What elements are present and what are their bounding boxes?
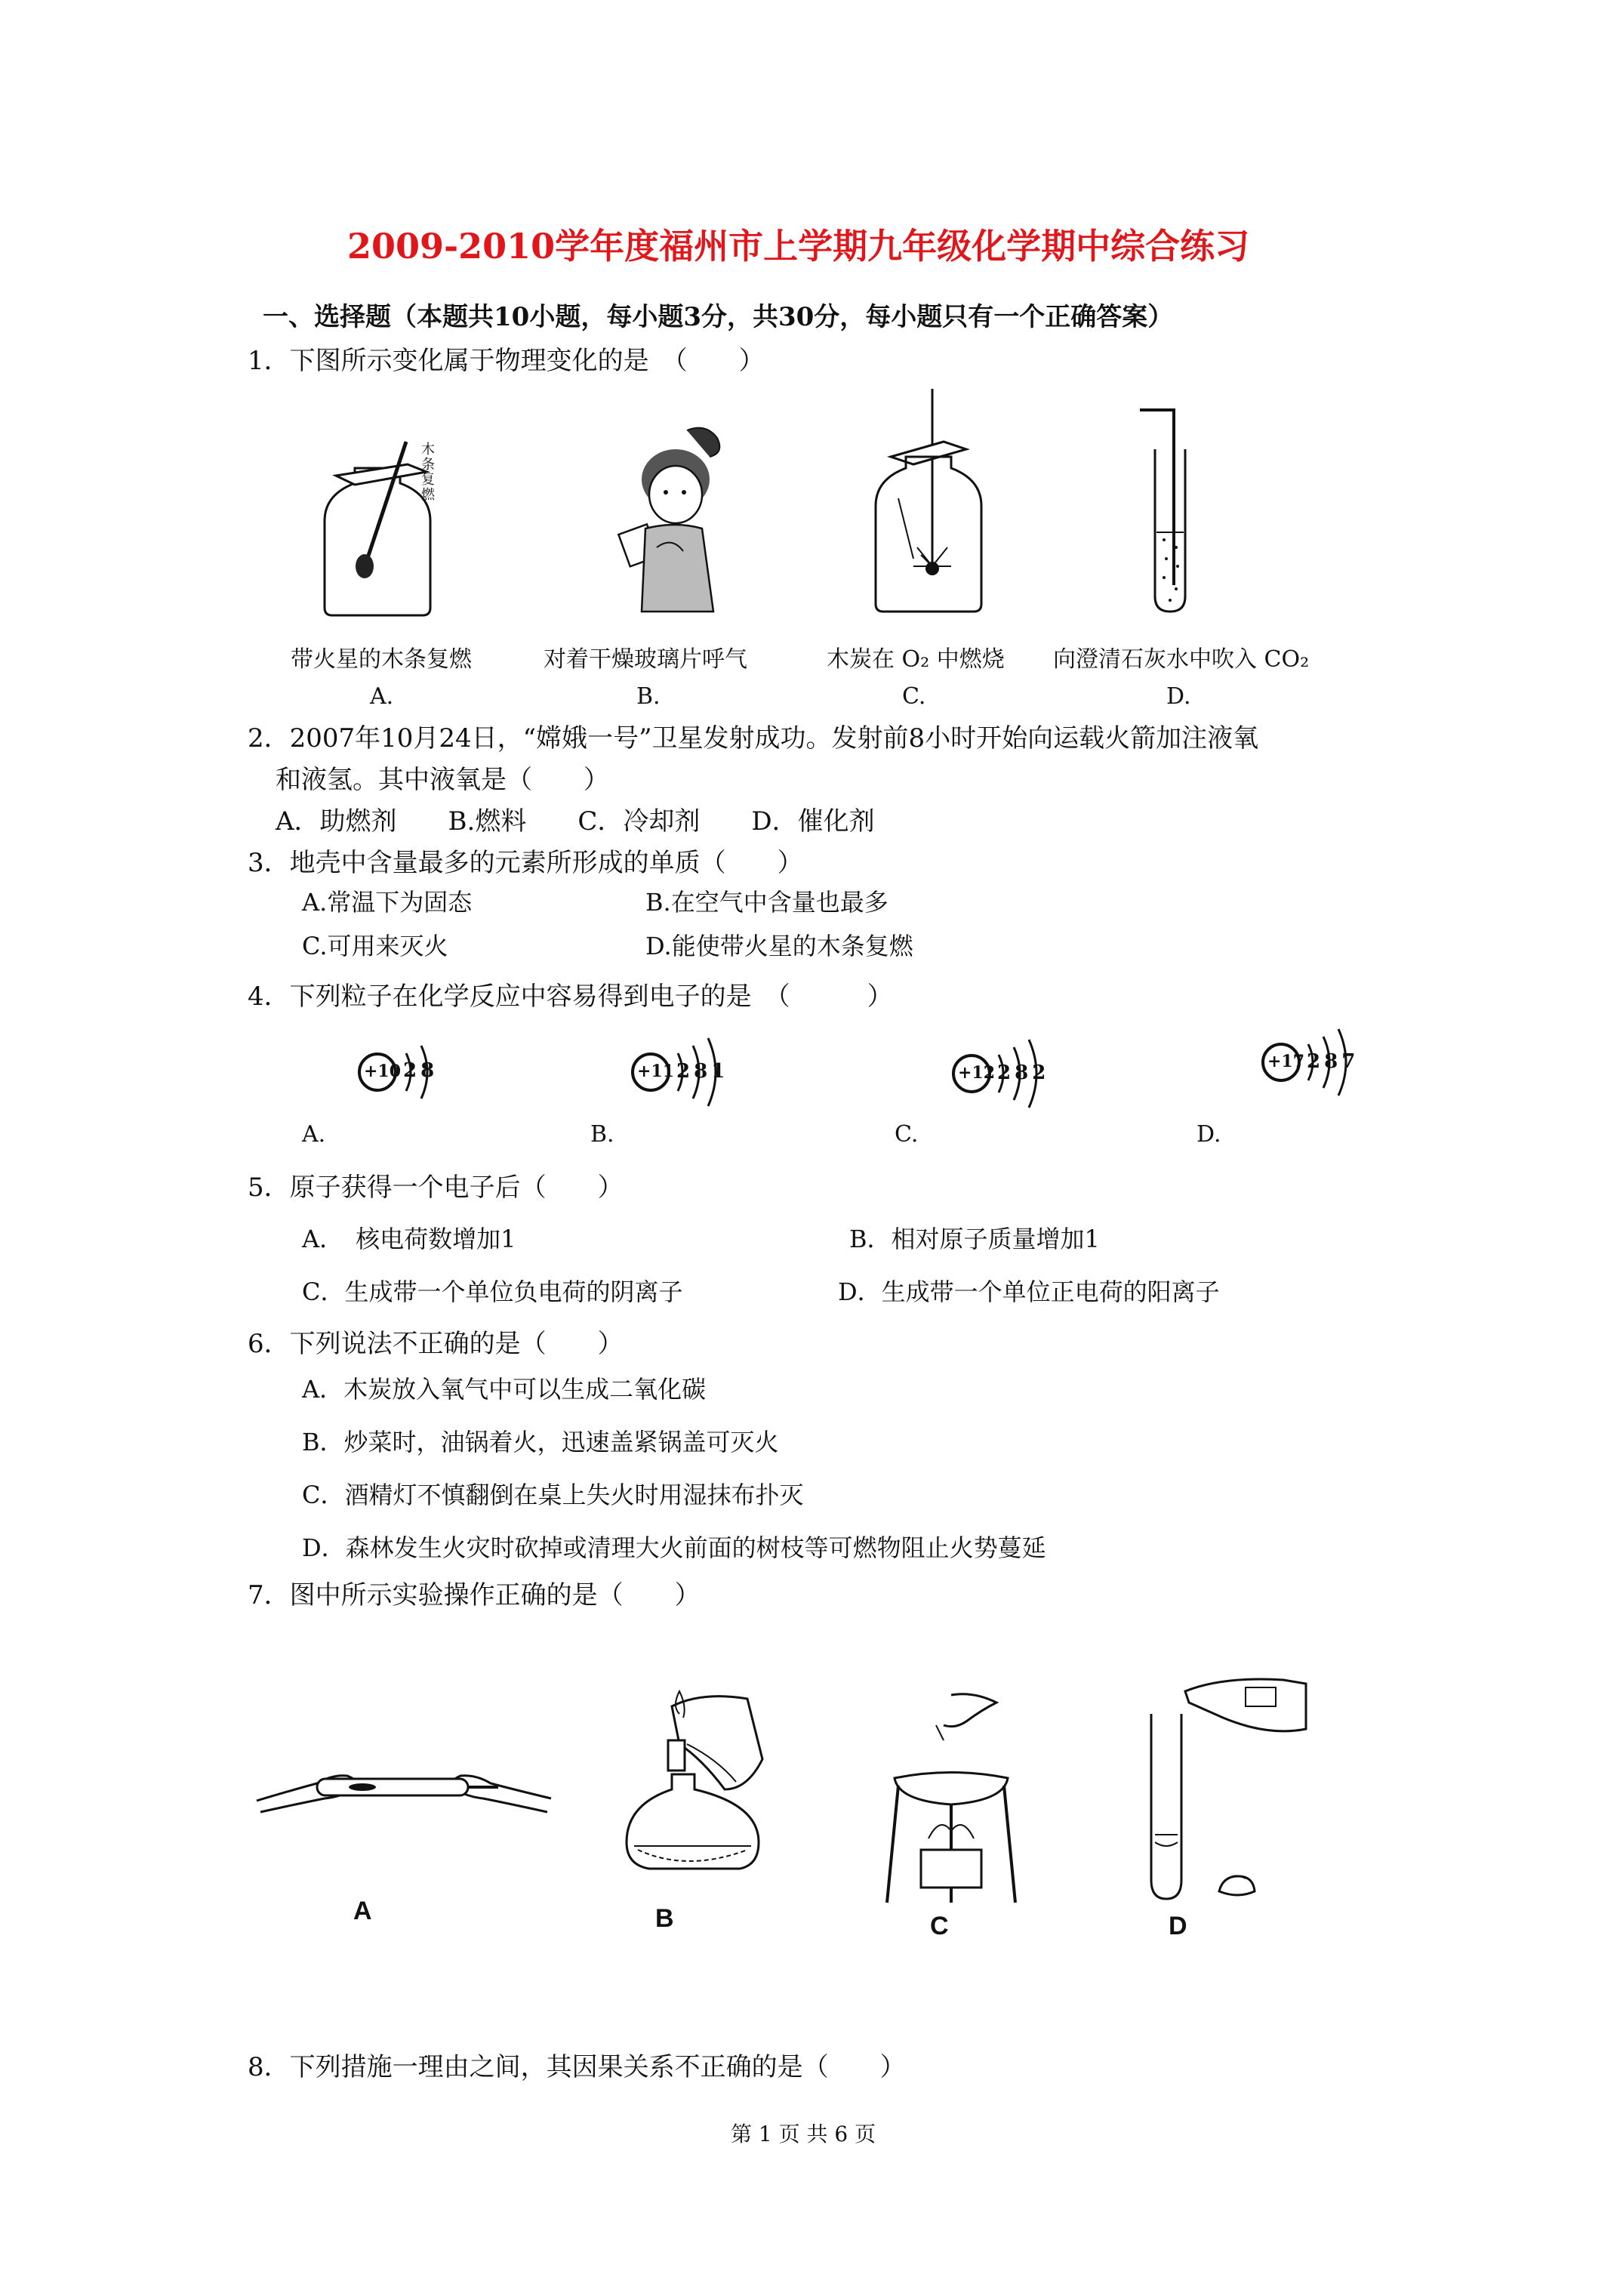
girl-breathing-figure bbox=[611, 423, 747, 615]
question-6-option-a: A．木炭放入氧气中可以生成二氧化碳 bbox=[302, 1375, 707, 1404]
nucleus-charge: +12 bbox=[958, 1063, 996, 1083]
q7-label-d: D bbox=[1169, 1912, 1187, 1940]
caption-c: 木炭在 O₂ 中燃烧 bbox=[827, 646, 1005, 673]
question-5-option-b: B．相对原子质量增加1 bbox=[849, 1225, 1100, 1253]
lab-figure-evaporation bbox=[883, 1687, 1019, 1914]
page-title: 2009-2010学年度福州市上学期九年级化学期中综合练习 bbox=[347, 226, 1250, 267]
question-5-option-d: D．生成带一个单位正电荷的阳离子 bbox=[838, 1277, 1220, 1306]
atom-diagram-c bbox=[947, 1031, 1091, 1121]
nucleus-charge: +17 bbox=[1267, 1052, 1305, 1071]
question-6-option-c: C．酒精灯不慎翻倒在桌上失火时用湿抹布扑灭 bbox=[302, 1481, 804, 1509]
question-5-option-c: C．生成带一个单位负电荷的阴离子 bbox=[302, 1277, 683, 1306]
question-3-option-d: D.能使带火星的木条复燃 bbox=[645, 932, 913, 960]
atom-diagram-b bbox=[627, 1027, 770, 1117]
letter-b: B. bbox=[636, 683, 661, 710]
lab-figure-alcohol-lamps bbox=[596, 1676, 778, 1888]
test-tube-limewater-figure bbox=[1132, 404, 1223, 615]
question-4-stem: 4．下列粒子在化学反应中容易得到电子的是 （ ） bbox=[248, 982, 893, 1012]
nucleus-charge: +11 bbox=[637, 1062, 675, 1081]
charcoal-oxygen-figure bbox=[868, 385, 989, 619]
question-3-stem: 3．地壳中含量最多的元素所形成的单质（ ） bbox=[248, 848, 803, 878]
lab-figure-pouring-liquid bbox=[1132, 1661, 1321, 1910]
letter-d: D. bbox=[1166, 683, 1191, 710]
electron-shells: 2 8 2 bbox=[997, 1062, 1045, 1084]
question-8-stem: 8．下列措施一理由之间，其因果关系不正确的是（ ） bbox=[248, 2052, 906, 2082]
question-3-option-c: C.可用来灭火 bbox=[302, 932, 448, 960]
nucleus-charge: +10 bbox=[364, 1062, 402, 1081]
q7-label-b: B bbox=[655, 1904, 674, 1933]
q4-letter-a: A. bbox=[302, 1121, 326, 1148]
page-footer: 第 1 页 共 6 页 bbox=[731, 2122, 876, 2147]
caption-b: 对着干燥玻璃片呼气 bbox=[544, 646, 747, 673]
question-2-options: A．助燃剂 B.燃料 C．冷却剂 D．催化剂 bbox=[276, 806, 875, 837]
question-5-option-a: A． 核电荷数增加1 bbox=[302, 1225, 516, 1253]
q4-letter-d: D. bbox=[1196, 1121, 1221, 1148]
q7-label-c: C bbox=[930, 1912, 949, 1940]
jar-splint-figure bbox=[317, 423, 468, 627]
caption-a: 带火星的木条复燃 bbox=[291, 646, 472, 673]
q4-letter-c: C. bbox=[895, 1121, 919, 1148]
caption-d: 向澄清石灰水中吹入 CO₂ bbox=[1053, 646, 1310, 673]
atom-diagram-d bbox=[1257, 1023, 1389, 1106]
question-6-option-b: B．炒菜时，油锅着火，迅速盖紧锅盖可灭火 bbox=[302, 1428, 779, 1456]
q7-label-a: A bbox=[353, 1897, 372, 1925]
letter-a: A. bbox=[370, 683, 394, 710]
question-1-stem: 1．下图所示变化属于物理变化的是 （ ） bbox=[248, 346, 765, 376]
question-6-stem: 6．下列说法不正确的是（ ） bbox=[248, 1329, 624, 1359]
question-3-option-a: A.常温下为固态 bbox=[302, 888, 473, 917]
section-header: 一、选择题（本题共10小题，每小题3分，共30分，每小题只有一个正确答案） bbox=[263, 302, 1174, 332]
question-2-stem-line1: 2．2007年10月24日，“嫦娥一号”卫星发射成功。发射前8小时开始向运载火箭加注液氧 bbox=[248, 723, 1259, 754]
question-3-option-b: B.在空气中含量也最多 bbox=[645, 888, 888, 917]
lab-figure-heating-tube bbox=[249, 1729, 559, 1827]
question-7-stem: 7．图中所示实验操作正确的是（ ） bbox=[248, 1580, 701, 1610]
electron-shells: 2 8 bbox=[403, 1059, 433, 1082]
atom-diagram-a bbox=[355, 1031, 476, 1114]
q4-letter-b: B. bbox=[590, 1121, 614, 1148]
letter-c: C. bbox=[902, 683, 926, 710]
electron-shells: 2 8 1 bbox=[676, 1060, 724, 1083]
question-5-stem: 5．原子获得一个电子后（ ） bbox=[248, 1173, 624, 1203]
question-2-stem-line2: 和液氢。其中液氧是（ ） bbox=[276, 765, 609, 795]
question-6-option-d: D．森林发生火灾时砍掉或清理大火前面的树枝等可燃物阻止火势蔓延 bbox=[302, 1533, 1046, 1562]
splint-annotation: 木条复燃 bbox=[419, 442, 435, 502]
electron-shells: 2 8 7 bbox=[1307, 1050, 1354, 1073]
